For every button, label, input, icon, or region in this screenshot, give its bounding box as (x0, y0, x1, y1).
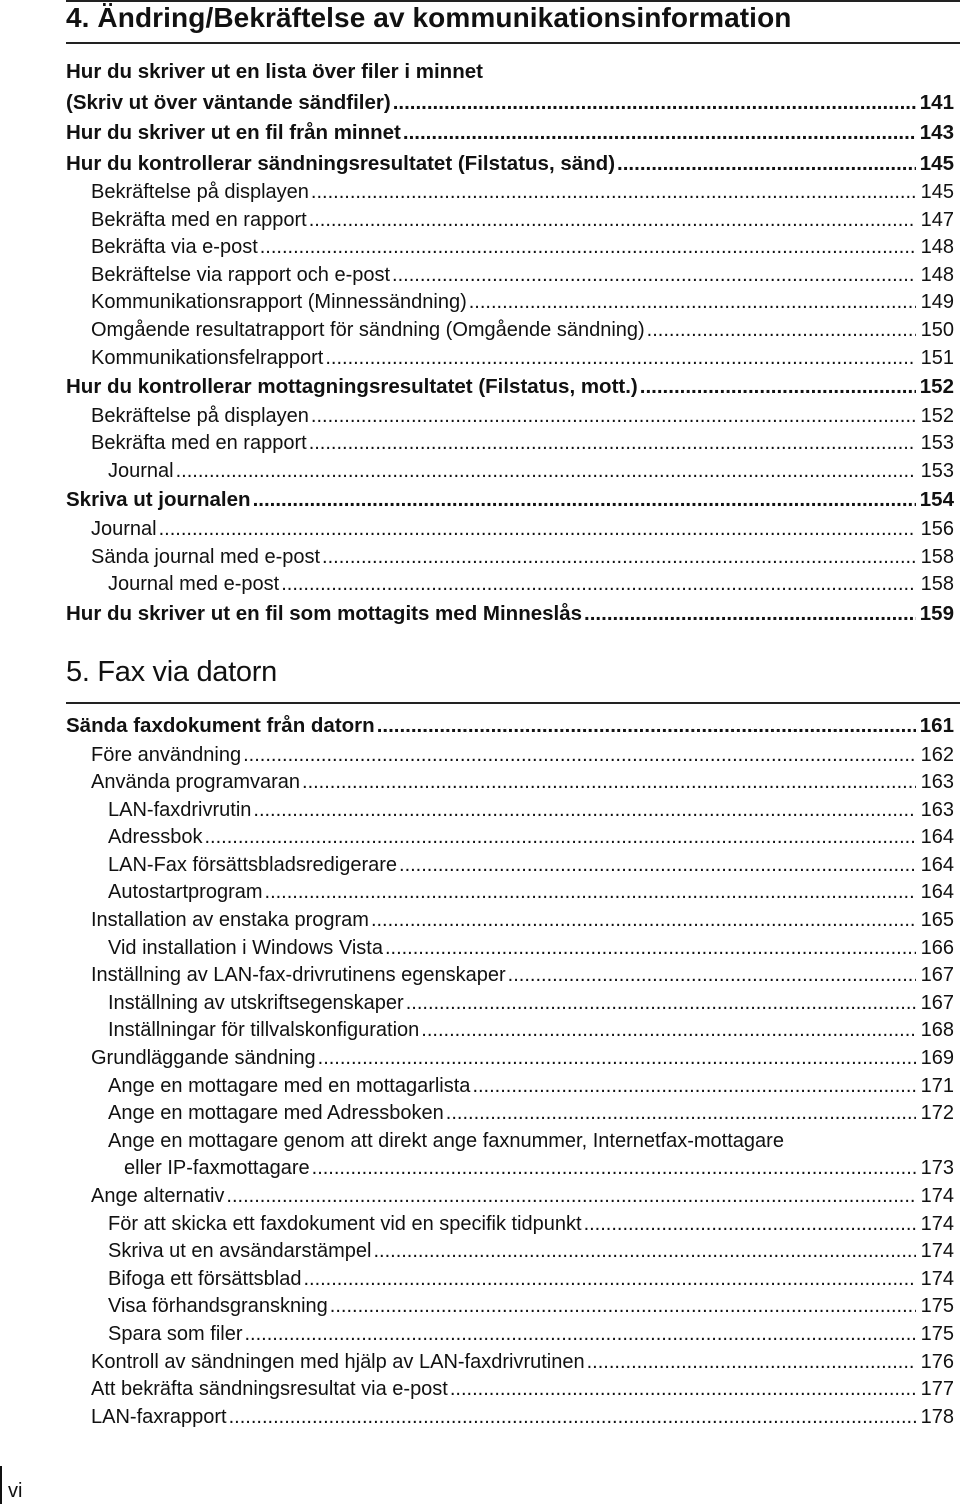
dot-leader (617, 149, 916, 180)
dot-leader (318, 1045, 916, 1073)
toc-entry-title: Hur du skriver ut en fil som mottagits med Minneslås (66, 601, 583, 625)
toc-entry[interactable] (66, 1183, 954, 1211)
toc-entry[interactable] (66, 990, 954, 1018)
toc-entry-title: Bekräftelse på displayen (91, 404, 309, 427)
toc-page-number: 149 (920, 291, 954, 314)
toc-entry[interactable] (66, 1211, 954, 1239)
dot-leader (406, 990, 916, 1018)
toc-entry-title: LAN-faxdrivrutin (108, 798, 252, 821)
toc-page-number: 164 (920, 881, 954, 904)
footer-rule (0, 1466, 2, 1504)
toc-entry[interactable] (66, 289, 954, 317)
dot-leader (303, 1266, 916, 1294)
toc-page-number: 148 (920, 236, 954, 259)
dot-leader (260, 234, 916, 262)
dot-leader (176, 458, 916, 486)
toc-entry-title: Installation av enstaka program (91, 909, 369, 932)
toc-entry[interactable] (66, 1404, 954, 1432)
dot-leader (281, 571, 916, 599)
toc-entry-title: Bekräftelse på displayen (91, 181, 309, 203)
toc-page-number: 165 (920, 909, 954, 932)
toc-page-number: 156 (920, 517, 954, 540)
dot-leader (421, 1017, 916, 1045)
toc-entry[interactable] (66, 1376, 954, 1404)
toc-entry[interactable] (66, 1100, 954, 1128)
toc-entry[interactable] (66, 345, 954, 373)
dot-leader (371, 907, 916, 935)
toc-entry-title: Hur du kontrollerar mottagningsresultatet (Filstatus, mott.) (66, 375, 638, 399)
toc-page-number: 166 (920, 936, 954, 959)
toc-entry-title: Bekräfta med en rapport (91, 208, 307, 231)
dot-leader (253, 797, 916, 825)
toc-entry-title: Skriva ut en avsändarstämpel (108, 1240, 372, 1263)
toc-entry-title: Bifoga ett försättsblad (108, 1267, 302, 1290)
toc-entry-title: Att bekräfta sändningsresultat via e-post (91, 1378, 448, 1401)
toc-entry-title: Använda programvaran (91, 771, 301, 794)
toc-page-number: 145 (919, 151, 954, 175)
dot-leader (226, 1183, 916, 1211)
toc-entry[interactable] (66, 516, 954, 544)
toc-entry[interactable] (66, 742, 954, 770)
toc-page-number: 147 (920, 208, 954, 231)
toc-entry-title: För att skicka ett faxdokument vid en specifik tidpunkt (108, 1212, 582, 1235)
toc-page-number: 174 (920, 1212, 954, 1235)
dot-leader (508, 962, 916, 990)
toc-entry-title: Ange en mottagare med Adressboken (108, 1102, 444, 1125)
toc-entry-title: Ange alternativ (91, 1185, 225, 1207)
toc-entry[interactable] (66, 879, 954, 907)
toc-entry-title: Spara som filer (108, 1322, 243, 1345)
toc-entry-title: Skriva ut journalen (66, 488, 251, 512)
toc-entry[interactable] (66, 458, 954, 486)
toc-entry-title: Hur du skriver ut en fil från minnet (66, 121, 401, 144)
toc-entry-title: Kontroll av sändningen med hjälp av LAN-faxdrivrutinen (91, 1350, 585, 1373)
dot-leader (322, 544, 916, 572)
dot-leader (302, 769, 916, 797)
toc-entry-title: Inställning av LAN-fax-drivrutinens egenskaper (91, 964, 506, 987)
toc-entry-title: Bekräfta via e-post (91, 236, 258, 259)
dot-leader (647, 317, 916, 345)
toc-page-number: 163 (920, 798, 954, 821)
toc-entry-title: Före användning (91, 743, 242, 766)
toc-page-number: 159 (919, 601, 954, 625)
toc-entry-title: Vid installation i Windows Vista (108, 936, 383, 959)
dot-leader (584, 599, 916, 630)
section-5-title: 5. Fax via datorn (66, 656, 277, 688)
toc-entry[interactable] (66, 118, 954, 149)
toc-entry[interactable] (66, 797, 954, 825)
toc-entry[interactable] (66, 711, 954, 742)
toc-entry-title: Journal med e-post (108, 573, 280, 596)
toc-entry[interactable] (66, 88, 954, 119)
toc-page-number: 167 (920, 991, 954, 1014)
toc-entry-title: Omgående resultatrapport för sändning (Omgående sändning) (91, 318, 645, 341)
toc-page-number: 169 (920, 1047, 954, 1070)
dot-leader (469, 289, 916, 317)
dot-leader (245, 1321, 917, 1349)
dot-leader (309, 430, 916, 458)
toc-entry[interactable] (66, 1155, 954, 1183)
toc-entry[interactable] (66, 1073, 954, 1101)
dot-leader (312, 1155, 916, 1183)
toc-entry-title: Sända faxdokument från datorn (66, 714, 375, 737)
toc-entry[interactable] (66, 571, 954, 599)
toc-entry[interactable] (66, 852, 954, 880)
toc-entry[interactable] (66, 1349, 954, 1377)
section-5-title-rule (66, 702, 960, 704)
toc-entry-title: Bekräfta med en rapport (91, 432, 307, 455)
dot-leader (311, 403, 916, 431)
toc-entry[interactable] (66, 372, 954, 403)
toc-entry-title: Ange en mottagare genom att direkt ange faxnummer, Internetfax-mottagare (108, 1129, 784, 1152)
toc-page-number: 152 (919, 375, 954, 399)
dot-leader (377, 711, 916, 742)
toc-entry[interactable] (66, 485, 954, 516)
toc-page-number: 175 (920, 1295, 954, 1318)
dot-leader (472, 1073, 916, 1101)
toc-page-number: 162 (920, 743, 954, 766)
toc-entry[interactable] (66, 769, 954, 797)
toc-page-number: 158 (920, 545, 954, 568)
dot-leader (385, 935, 916, 963)
dot-leader (399, 852, 916, 880)
toc-entry[interactable] (66, 149, 954, 180)
toc-entry[interactable] (66, 935, 954, 963)
toc-entry-title: Inställningar för tillvalskonfiguration (108, 1019, 420, 1042)
dot-leader (450, 1376, 916, 1404)
toc-entry-title: Ange en mottagare med en mottagarlista (108, 1074, 471, 1097)
toc-page-number: 141 (919, 90, 954, 114)
dot-leader (265, 879, 916, 907)
toc-entry-title: Hur du kontrollerar sändningsresultatet (Filstatus, sänd) (66, 151, 616, 175)
dot-leader (309, 207, 916, 235)
toc-entry-title: Kommunikationsrapport (Minnessändning) (91, 291, 467, 314)
toc-entry[interactable] (66, 430, 954, 458)
toc-page-number: 174 (920, 1267, 954, 1290)
toc-page-number: 143 (919, 121, 954, 144)
toc-page-number: 148 (920, 263, 954, 286)
toc-page-number: 172 (920, 1102, 954, 1125)
toc-section-5 (66, 711, 954, 1431)
toc-entry-title: Grundläggande sändning (91, 1047, 316, 1070)
dot-leader (403, 118, 916, 149)
toc-page-number: 177 (920, 1378, 954, 1401)
dot-leader (311, 179, 916, 207)
dot-leader (243, 742, 916, 770)
toc-page-number: 168 (920, 1019, 954, 1042)
toc-entry[interactable] (66, 907, 954, 935)
dot-leader (205, 824, 917, 852)
toc-page-number: 174 (920, 1185, 954, 1207)
toc-entry-title: Hur du skriver ut en lista över filer i minnet (66, 60, 483, 83)
toc-entry-title: Autostartprogram (108, 881, 263, 904)
section-4-title: 4. Ändring/Bekräftelse av kommunikationsinformation (66, 2, 792, 33)
toc-entry[interactable] (66, 1238, 954, 1266)
toc-entry-title: (Skriv ut över väntande sändfiler) (66, 90, 391, 114)
dot-leader (253, 485, 916, 516)
section-4-title-rule (66, 42, 960, 44)
toc-page-number: 145 (920, 181, 954, 203)
toc-page-number: 167 (920, 964, 954, 987)
toc-entry-title: Visa förhandsgranskning (108, 1295, 328, 1318)
toc-entry[interactable] (66, 1045, 954, 1073)
toc-entry[interactable] (66, 544, 954, 572)
toc-entry[interactable] (66, 824, 954, 852)
toc-entry[interactable] (66, 262, 954, 290)
toc-page-number: 171 (920, 1074, 954, 1097)
toc-page-number: 161 (919, 714, 954, 737)
toc-entry[interactable] (66, 599, 954, 630)
toc-entry[interactable] (66, 403, 954, 431)
toc-entry[interactable] (66, 317, 954, 345)
toc-entry-line (66, 57, 954, 88)
dot-leader (159, 516, 916, 544)
toc-page-number: 158 (920, 573, 954, 596)
toc-entry[interactable] (66, 1017, 954, 1045)
dot-leader (229, 1404, 916, 1432)
toc-entry-title: Adressbok (108, 826, 203, 849)
dot-leader (373, 1238, 916, 1266)
toc-entry[interactable] (66, 1293, 954, 1321)
toc-section-4 (66, 57, 954, 629)
toc-page-number: 152 (920, 404, 954, 427)
toc-entry[interactable] (66, 207, 954, 235)
toc-entry-title: eller IP-faxmottagare (124, 1157, 310, 1180)
dot-leader (584, 1211, 916, 1239)
toc-page-number: 150 (920, 318, 954, 341)
toc-page-number: 154 (919, 488, 954, 512)
toc-entry[interactable] (66, 962, 954, 990)
toc-page-number: 163 (920, 771, 954, 794)
toc-page-number: 174 (920, 1240, 954, 1263)
toc-entry-title: Inställning av utskriftsegenskaper (108, 991, 404, 1014)
toc-entry-title: Journal (108, 459, 174, 482)
toc-entry-title: Sända journal med e-post (91, 545, 321, 568)
toc-page-number: 164 (920, 826, 954, 849)
dot-leader (393, 88, 916, 119)
toc-entry-title: LAN-faxrapport (91, 1405, 227, 1428)
dot-leader (587, 1349, 916, 1377)
toc-page-number: 173 (920, 1157, 954, 1180)
page-number: vi (8, 1480, 23, 1502)
dot-leader (392, 262, 916, 290)
toc-entry[interactable] (66, 179, 954, 207)
toc-entry-line (66, 1128, 954, 1156)
toc-entry-title: Bekräftelse via rapport och e-post (91, 263, 391, 286)
toc-page-number: 178 (920, 1405, 954, 1428)
toc-page-number: 176 (920, 1350, 954, 1373)
toc-page-number: 153 (920, 459, 954, 482)
dot-leader (640, 372, 916, 403)
toc-entry[interactable] (66, 234, 954, 262)
toc-entry[interactable] (66, 1266, 954, 1294)
toc-page-number: 164 (920, 853, 954, 876)
toc-page-number: 175 (920, 1322, 954, 1345)
dot-leader (325, 345, 916, 373)
dot-leader (330, 1293, 916, 1321)
toc-entry-title: Kommunikationsfelrapport (91, 346, 324, 369)
toc-entry[interactable] (66, 1321, 954, 1349)
toc-entry-title: LAN-Fax försättsbladsredigerare (108, 853, 398, 876)
toc-page-number: 151 (920, 346, 954, 369)
toc-page-number: 153 (920, 432, 954, 455)
toc-entry-title: Journal (91, 517, 157, 540)
dot-leader (446, 1100, 916, 1128)
